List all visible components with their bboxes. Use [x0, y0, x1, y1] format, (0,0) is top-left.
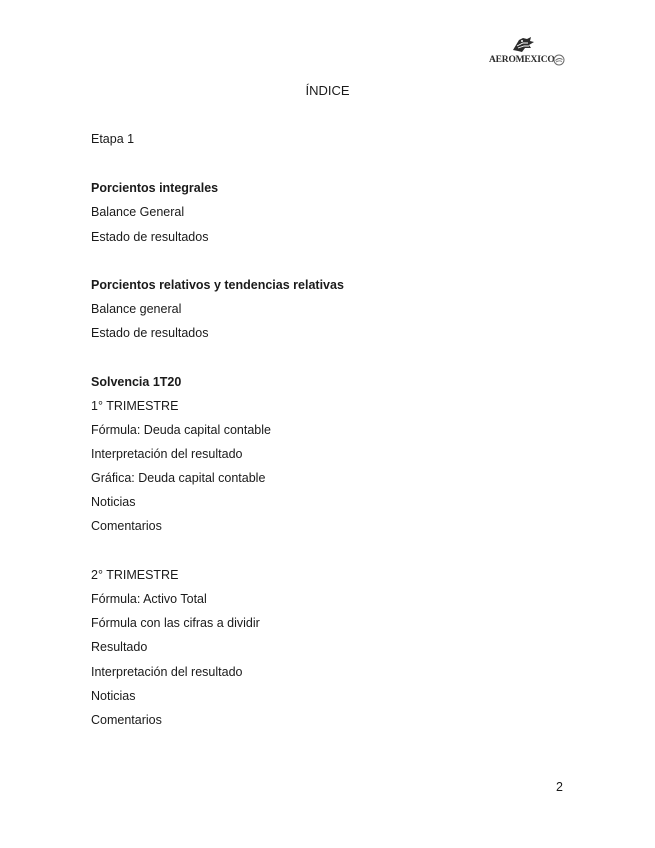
list-item: Fórmula: Deuda capital contable: [91, 423, 271, 437]
aeromexico-logo: [489, 34, 569, 70]
list-item: Resultado: [91, 640, 148, 654]
stage-label: Etapa 1: [91, 132, 135, 146]
eagle-warrior-icon: [509, 36, 537, 56]
list-item: Balance general: [91, 302, 182, 316]
list-item: Interpretación del resultado: [91, 447, 243, 461]
section-heading-integral: Porcientos integrales: [91, 181, 219, 195]
page-title: ÍNDICE: [305, 83, 350, 98]
quarter-label-q1: 1° TRIMESTRE: [91, 399, 179, 413]
list-item: Interpretación del resultado: [91, 665, 243, 679]
list-item: Fórmula con las cifras a dividir: [91, 616, 260, 630]
list-item: Comentarios: [91, 519, 162, 533]
list-item: Noticias: [91, 495, 136, 509]
list-item: Fórmula: Activo Total: [91, 592, 207, 606]
list-item: Gráfica: Deuda capital contable: [91, 471, 266, 485]
list-item: Balance General: [91, 205, 185, 219]
logo-wordmark: AEROMEXICO: [489, 55, 555, 65]
list-item: Noticias: [91, 689, 136, 703]
skyteam-icon: [553, 54, 565, 66]
page-number: 2: [556, 780, 563, 794]
quarter-label-q2: 2° TRIMESTRE: [91, 568, 179, 582]
section-heading-solvency: Solvencia 1T20: [91, 375, 182, 389]
list-item: Comentarios: [91, 713, 162, 727]
list-item: Estado de resultados: [91, 230, 209, 244]
section-heading-relative: Porcientos relativos y tendencias relativas: [91, 278, 344, 292]
list-item: Estado de resultados: [91, 326, 209, 340]
